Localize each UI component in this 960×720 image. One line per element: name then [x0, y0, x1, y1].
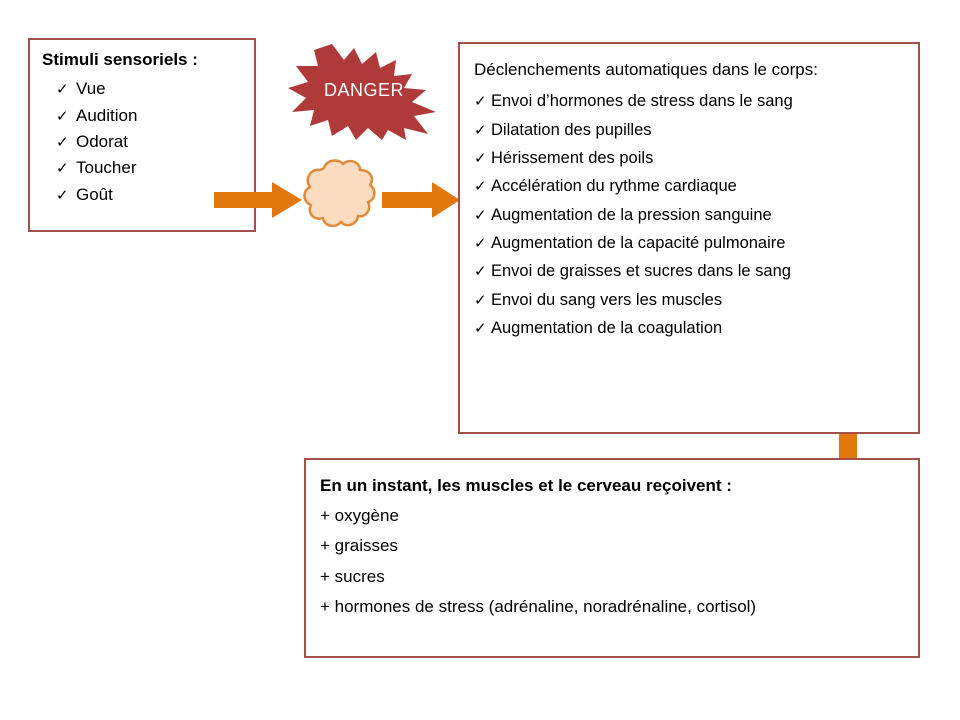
check-icon: ✓	[474, 320, 487, 338]
list-item-label: Odorat	[76, 132, 128, 152]
list-item-label: Vue	[76, 79, 106, 99]
list-item	[42, 182, 242, 208]
check-icon: ✓	[56, 134, 69, 152]
brain-shape	[300, 156, 380, 238]
list-item	[474, 201, 906, 229]
list-item	[474, 87, 906, 115]
check-icon: ✓	[474, 206, 487, 224]
check-icon: ✓	[56, 81, 69, 99]
check-icon: ✓	[56, 160, 69, 178]
list-item	[42, 155, 242, 181]
danger-label: DANGER	[323, 80, 404, 100]
stimuli-list	[42, 76, 242, 208]
list-item-label: Audition	[76, 105, 138, 125]
result-line: + oxygène	[320, 506, 399, 526]
list-item	[474, 116, 906, 144]
danger-burst	[288, 44, 440, 140]
check-icon: ✓	[56, 186, 69, 204]
list-item-label: Hérissement des poils	[491, 148, 654, 167]
list-item-label: Augmentation de la pression sanguine	[491, 205, 772, 224]
list-item-label: Dilatation des pupilles	[491, 120, 652, 139]
result-box	[304, 458, 920, 658]
list-item	[42, 129, 242, 155]
check-icon: ✓	[56, 107, 69, 125]
check-icon: ✓	[474, 149, 487, 167]
list-item	[474, 286, 906, 314]
check-icon: ✓	[474, 121, 487, 139]
list-item-label: Envoi d’hormones de stress dans le sang	[491, 92, 793, 111]
list-item-label: Augmentation de la capacité pulmonaire	[491, 234, 786, 253]
automatic-triggers-box	[458, 42, 920, 434]
automatic-triggers-list	[474, 87, 906, 342]
result-line: + hormones de stress (adrénaline, noradrénaline, cortisol)	[320, 596, 757, 616]
arrow-right-icon	[214, 180, 304, 220]
result-line: + graisses	[320, 536, 398, 556]
list-item	[474, 172, 906, 200]
list-item-label: Envoi de graisses et sucres dans le sang	[491, 262, 791, 281]
brain-icon	[300, 156, 380, 238]
check-icon: ✓	[474, 263, 487, 281]
list-item	[42, 103, 242, 129]
check-icon: ✓	[474, 93, 487, 111]
stimuli-title: Stimuli sensoriels :	[42, 50, 198, 69]
list-item	[42, 76, 242, 102]
check-icon: ✓	[474, 235, 487, 253]
list-item	[474, 229, 906, 257]
list-item-label: Accélération du rythme cardiaque	[491, 177, 737, 196]
arrow-brain-to-auto	[382, 180, 462, 220]
automatic-triggers-title: Déclenchements automatiques dans le corps:	[474, 60, 818, 79]
result-line: + sucres	[320, 566, 385, 586]
list-item	[474, 144, 906, 172]
list-item-label: Toucher	[76, 158, 137, 178]
arrow-stimuli-to-brain	[214, 180, 304, 220]
result-title: En un instant, les muscles et le cerveau reçoivent :	[320, 476, 732, 495]
list-item-label: Goût	[76, 184, 113, 204]
arrow-right-icon	[382, 180, 462, 220]
check-icon: ✓	[474, 291, 487, 309]
list-item	[474, 257, 906, 285]
check-icon: ✓	[474, 178, 487, 196]
list-item-label: Envoi du sang vers les muscles	[491, 290, 723, 309]
list-item-label: Augmentation de la coagulation	[491, 319, 723, 338]
list-item	[474, 314, 906, 342]
